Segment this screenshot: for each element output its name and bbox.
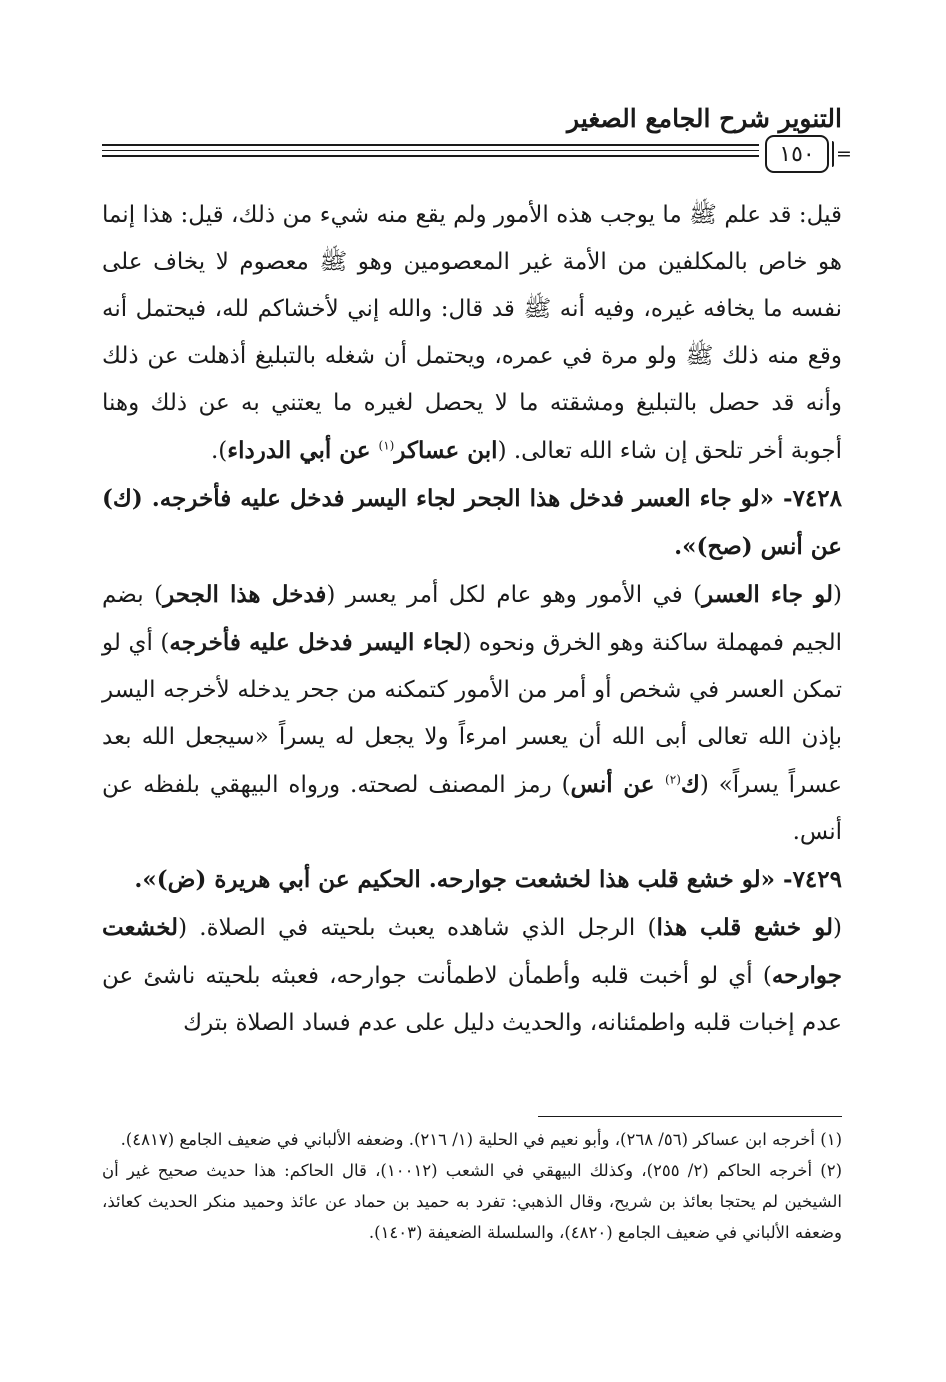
page-number: ١٥٠ [779, 141, 815, 167]
commentary-paragraph [102, 192, 842, 475]
header-end-mark: = [836, 143, 852, 165]
footnote-item: (٢) أخرجه الحاكم (٢/ ٢٥٥)، وكذلك البيهقي في الشعب (١٠٠١٢)، قال الحاكم: هذا حديث صحيح غير أن الشيخين لم يحتجا بعائذ بن شريح، وقال الذهبي: تفرد به حميد بن حماد عن عائذ وحميد منكر الحديث كعائذ، وضعفه الألباني في ضعيف الجامع (٤٨٢٠)، والسلسلة الضعيفة (١٤٠٣). [102, 1161, 843, 1242]
bold-run: ك [680, 771, 700, 798]
footnote-separator [538, 1116, 842, 1117]
bold-run: لو جاء العسر [702, 581, 833, 608]
header-rule-middle [102, 150, 759, 151]
bold-run: لجاء اليسر فدخل عليه فأخرجه [169, 629, 463, 656]
header-rule-bottom [102, 155, 759, 157]
bold-run: لخشعت جوارحه [102, 914, 842, 989]
hadith-paragraph [102, 856, 842, 904]
hadith-paragraph [102, 475, 842, 571]
header-rule-top [102, 144, 759, 146]
running-header-title: التنوير شرح الجامع الصغير [567, 104, 842, 133]
bold-run: عن أبي الدرداء [227, 437, 379, 464]
text-run: ) في الأمور وهو عام لكل أمر يعسر ( [326, 582, 703, 608]
commentary-paragraph [102, 571, 842, 856]
footnote-ref: (١) [378, 438, 395, 453]
text-run: ( [833, 915, 842, 941]
text-run: ). [210, 438, 228, 464]
bold-run: فدخل هذا الجحر [163, 581, 327, 608]
footnote-ref: (٢) [665, 772, 681, 787]
bold-run: ابن عساكر [394, 437, 498, 464]
text-run: ) بضم الجيم فمهملة ساكنة وهو الخرق ونحوه ( [102, 582, 842, 656]
footnote-item: (١) أخرجه ابن عساكر (٥٦/ ٢٦٨)، وأبو نعيم في الحلية (١/ ٢١٦). وضعفه الألباني في ضعيف الجامع (٤٨١٧). [120, 1130, 842, 1149]
main-text [102, 192, 842, 1047]
text-run: ) رمز المصنف لصحته. ورواه البيهقي بلفظه عن أنس. [102, 772, 842, 845]
footnotes [102, 1124, 842, 1248]
page-number-box [765, 135, 829, 173]
bold-run: لو خشع قلب هذا [656, 914, 833, 941]
text-run: ) الرجل الذي شاهده يعبث بلحيته في الصلاة. ( [178, 915, 657, 941]
text-run: ) أي لو أخبت قلبه وأطمأن لاطمأنت جوارحه، فعبثه بلحيته ناشئ عن عدم إخبات قلبه واطمئنانه، والحديث دليل على عدم فساد الصلاة بترك [102, 963, 842, 1036]
text-run: ) أي لو تمكن العسر في شخص أو أمر من الأمور كتمكنه من جحر يدخله لأخرجه اليسر بإذن الله تعالى أبى الله أن يعسر امرءاً ولا يجعل له يسراً «سيجعل الله بعد عسراً يسراً» ( [102, 630, 842, 798]
commentary-paragraph [102, 904, 842, 1047]
text-run: قيل: قد علم ﷺ ما يوجب هذه الأمور ولم يقع منه شيء من ذلك، قيل: هذا إنما هو خاص بالمكلفين من الأمة غير المعصومين وهو ﷺ معصوم لا يخاف على نفسه ما يخافه غيره، وفيه أنه ﷺ قد قال: والله إني لأخشاكم لله، فيحتمل أنه وقع منه ذلك ﷺ ولو مرة في عمره، ويحتمل أن شغله بالتبليغ أذهلت عن ذلك وأنه قد حصل بالتبليغ ومشقته ما لا يحصل لغيره ما يعتني به عن ذلك وهنا أجوبة أخر تلحق إن شاء الله تعالى. ( [102, 202, 842, 464]
text-run: ( [833, 582, 842, 608]
bold-run: عن أنس [570, 771, 666, 798]
bold-run: ٧٤٢٩- «لو خشع قلب هذا لخشعت جوارحه. الحكيم عن أبي هريرة (ض)». [134, 866, 842, 893]
bold-run: ٧٤٢٨- «لو جاء العسر فدخل هذا الجحر لجاء اليسر فدخل عليه فأخرجه. (ك) عن أنس (صح)». [102, 485, 842, 560]
